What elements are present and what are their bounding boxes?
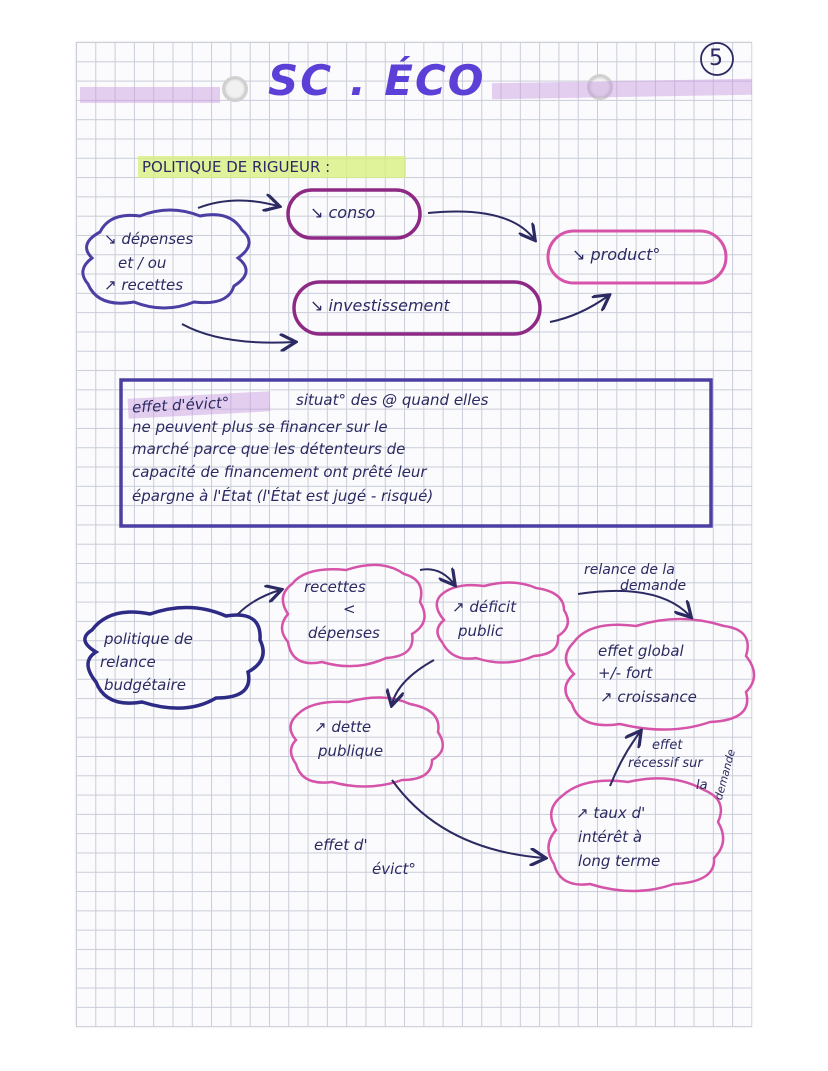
cause-line-2: et / ou (118, 254, 167, 272)
definition-line-1: situat° des @ quand elles (296, 391, 489, 409)
product-label: ↘ product° (572, 245, 661, 264)
taux-line-2: intérêt à (578, 828, 643, 846)
investissement-label: ↘ investissement (310, 296, 450, 315)
effet-recessif-line-1: effet (652, 738, 683, 753)
dette-line-1: ↗ dette (314, 718, 372, 736)
page-number: 5 (709, 46, 723, 71)
definition-term: effet d'évict° (131, 393, 230, 417)
effet-global-line-1: effet global (598, 642, 684, 660)
cause-line-1: ↘ dépenses (104, 230, 194, 248)
relance-line-1: politique de (104, 630, 193, 648)
page-title: SC . ÉCO (268, 56, 486, 105)
definition-line-2: ne peuvent plus se financer sur le (132, 418, 388, 436)
taux-line-1: ↗ taux d' (576, 804, 646, 822)
definition-line-5: épargne à l'État (l'État est jugé - risqué) (132, 487, 434, 505)
recettes-line-2: < (343, 600, 356, 618)
relance-line-3: budgétaire (104, 676, 186, 694)
section-heading: POLITIQUE DE RIGUEUR : (142, 158, 331, 176)
relance-demande-line-2: demande (620, 578, 687, 594)
deficit-line-1: ↗ déficit (452, 598, 517, 616)
effet-recessif-line-2: récessif sur (628, 756, 703, 771)
dette-line-2: publique (318, 742, 384, 760)
cause-line-3: ↗ recettes (104, 276, 184, 294)
effet-evict-line-1: effet d' (314, 836, 368, 854)
relance-demande-line-1: relance de la (584, 562, 675, 578)
definition-line-3: marché parce que les détenteurs de (132, 440, 406, 458)
effet-global-line-3: ↗ croissance (600, 688, 697, 706)
conso-label: ↘ conso (310, 203, 376, 222)
effet-recessif-line-3: la (696, 778, 708, 793)
relance-line-2: relance (100, 653, 156, 671)
deficit-line-2: public (458, 622, 504, 640)
effet-global-line-2: +/- fort (598, 664, 653, 682)
effet-evict-line-2: évict° (372, 860, 416, 878)
effet-recessif-line-4: demande (712, 747, 738, 802)
definition-line-4: capacité de financement ont prêté leur (132, 463, 427, 481)
recettes-line-3: dépenses (308, 624, 380, 642)
taux-line-3: long terme (578, 852, 661, 870)
recettes-line-1: recettes (304, 578, 366, 596)
